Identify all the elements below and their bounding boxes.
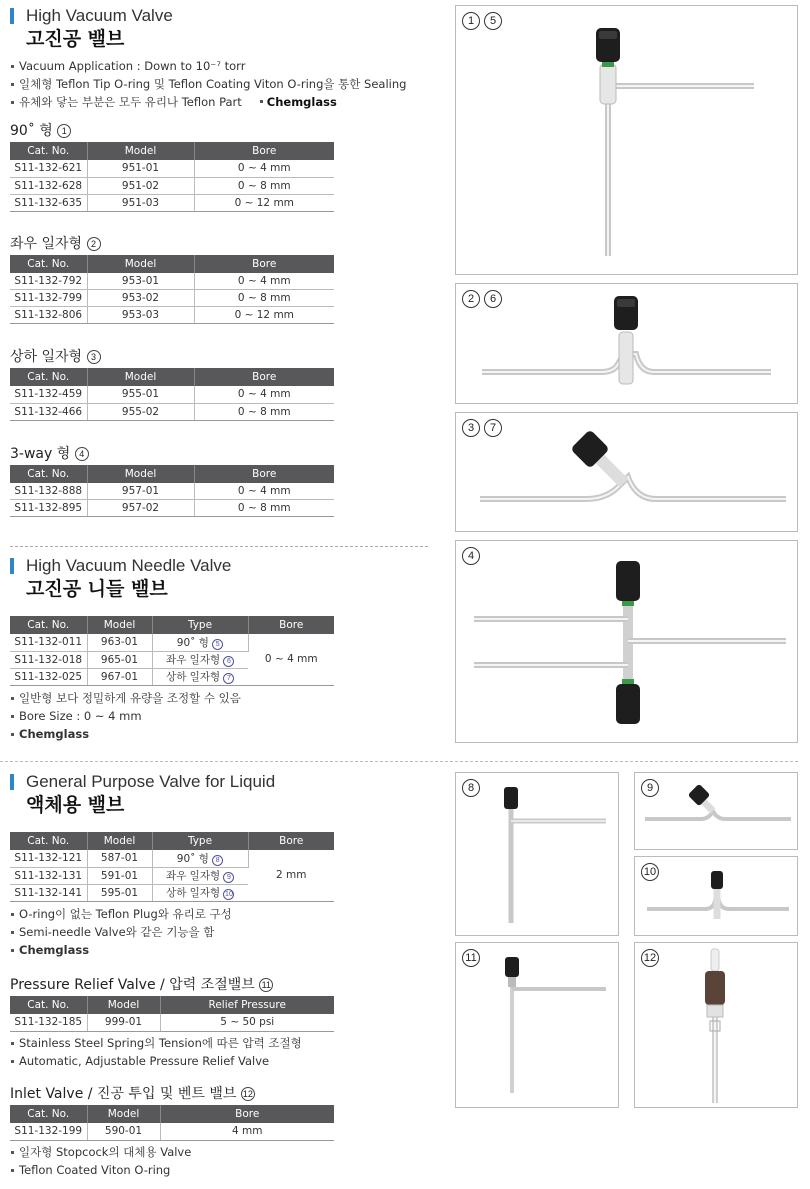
cat-no-cell: S11-132-799	[10, 290, 87, 307]
item-number-badge: 6	[484, 290, 502, 308]
needle-valve-table	[10, 616, 334, 686]
liquid-t-valve-image	[455, 772, 619, 936]
item-number-badge: 10	[641, 863, 659, 881]
model-cell: 953-03	[87, 307, 194, 324]
item-number-badge: 7	[223, 673, 234, 684]
table-row	[10, 194, 334, 211]
column-header: Cat. No.	[10, 996, 87, 1014]
bore-cell: 0 ~ 8 mm	[194, 290, 334, 307]
section-title-text: Inlet Valve / 진공 투입 및 벤트 밸브	[10, 1086, 237, 1102]
cat-no-cell: S11-132-792	[10, 273, 87, 290]
model-cell: 957-02	[87, 500, 194, 517]
table-row	[10, 273, 334, 290]
section-title	[10, 1085, 430, 1103]
column-header: Model	[87, 142, 194, 160]
table-row	[10, 634, 334, 651]
section-title-ko: 고진공 밸브	[26, 28, 125, 50]
type-cell	[152, 651, 248, 668]
column-header: Type	[152, 616, 248, 634]
item-number-labels	[462, 547, 480, 565]
model-cell: 955-01	[87, 386, 194, 403]
type-text: 좌우 일자형	[166, 870, 221, 882]
table-row	[10, 1123, 334, 1140]
pressure-relief-valve-image	[455, 942, 619, 1108]
column-header: Cat. No.	[10, 368, 87, 386]
feature-item: 일체형 Teflon Tip O-ring 및 Teflon Coating Viton O-ring을 통한 Sealing	[10, 75, 430, 93]
item-number-badge: 12	[242, 1089, 253, 1099]
group-title	[10, 122, 430, 140]
bore-cell: 2 mm	[248, 850, 334, 901]
section-divider	[10, 546, 428, 547]
table-row	[10, 307, 334, 324]
table-row	[10, 500, 334, 517]
liquid-vertical-valve-image	[634, 856, 798, 936]
item-number-labels	[462, 12, 502, 30]
type-cell	[152, 867, 248, 884]
table-header-row	[10, 616, 334, 634]
column-header: Cat. No.	[10, 616, 87, 634]
cat-no-cell: S11-132-131	[10, 867, 87, 884]
inlet-valve-table	[10, 1105, 334, 1141]
cat-no-cell: S11-132-011	[10, 634, 87, 651]
type-text: 90˚ 형	[176, 636, 209, 649]
group-title	[10, 445, 430, 463]
bore-cell: 0 ~ 8 mm	[194, 403, 334, 420]
table-row	[10, 290, 334, 307]
item-number-badge: 8	[462, 779, 480, 797]
type-text: 좌우 일자형	[166, 654, 221, 666]
item-number-labels	[641, 863, 659, 881]
feature-item: Bore Size : 0 ~ 4 mm	[10, 707, 430, 725]
product-table	[10, 255, 334, 325]
feature-item: Semi-needle Valve와 같은 기능을 함	[10, 923, 430, 941]
cat-no-cell: S11-132-621	[10, 160, 87, 177]
item-number-badge: 6	[223, 656, 234, 667]
cat-no-cell: S11-132-018	[10, 651, 87, 668]
column-header: Cat. No.	[10, 255, 87, 273]
item-number-labels	[462, 290, 502, 308]
table-header-row	[10, 1105, 334, 1123]
angled-valve-image	[455, 412, 798, 532]
column-header: Bore	[248, 832, 334, 850]
item-number-badge: 11	[259, 978, 273, 992]
table-row	[10, 386, 334, 403]
bore-cell: 0 ~ 4 mm	[248, 634, 334, 685]
table-header-row	[10, 142, 334, 160]
section-title-text: Pressure Relief Valve / 압력 조절밸브	[10, 977, 255, 993]
brand-label: Chemglass	[260, 95, 337, 109]
feature-item: O-ring이 없는 Teflon Plug와 유리로 구성	[10, 905, 430, 923]
column-header: Bore	[194, 465, 334, 483]
column-header: Model	[87, 616, 152, 634]
bore-cell: 0 ~ 4 mm	[194, 160, 334, 177]
item-number-badge: 3	[87, 350, 101, 364]
item-number-badge: 7	[484, 419, 502, 437]
item-number-labels	[641, 779, 659, 797]
item-number-labels	[462, 779, 480, 797]
column-header: Cat. No.	[10, 465, 87, 483]
t-valve-vacuum-image	[455, 5, 798, 275]
type-text: 90˚ 형	[176, 852, 209, 865]
item-number-labels	[462, 949, 480, 967]
feature-item	[10, 93, 430, 111]
bore-cell: 0 ~ 12 mm	[194, 307, 334, 324]
bore-cell: 0 ~ 4 mm	[194, 483, 334, 500]
item-number-badge: 1	[57, 124, 71, 138]
product-table	[10, 368, 334, 421]
item-number-badge: 8	[212, 855, 223, 866]
feature-item: Stainless Steel Spring의 Tension에 따른 압력 조절형	[10, 1034, 430, 1052]
feature-item: Automatic, Adjustable Pressure Relief Valve	[10, 1052, 430, 1070]
group-title	[10, 235, 430, 253]
column-header: Model	[87, 832, 152, 850]
item-number-badge: 3	[462, 419, 480, 437]
cat-no-cell: S11-132-025	[10, 668, 87, 685]
type-cell	[152, 884, 248, 901]
model-cell: 587-01	[87, 850, 152, 867]
type-text: 상하 일자형	[166, 671, 221, 683]
cat-no-cell: S11-132-628	[10, 177, 87, 194]
section-title	[10, 976, 430, 994]
model-cell: 953-02	[87, 290, 194, 307]
product-groups	[10, 122, 430, 517]
group-title-text: 상하 일자형	[10, 349, 83, 365]
column-header: Model	[87, 368, 194, 386]
three-way-valve-image	[455, 540, 798, 743]
table-row	[10, 850, 334, 867]
table-row	[10, 1014, 334, 1031]
section-title-en: General Purpose Valve for Liquid	[10, 772, 430, 792]
item-number-badge: 9	[223, 872, 234, 883]
group-title-text: 90˚ 형	[10, 123, 53, 139]
column-header: Model	[87, 255, 194, 273]
cat-no-cell: S11-132-199	[10, 1123, 87, 1140]
section-divider	[0, 761, 798, 762]
liquid-valve-section	[10, 772, 430, 959]
bore-cell: 0 ~ 4 mm	[194, 386, 334, 403]
cat-no-cell: S11-132-141	[10, 884, 87, 901]
type-cell	[152, 850, 248, 867]
column-header: Bore	[194, 368, 334, 386]
feature-list	[10, 1143, 430, 1179]
inline-valve-image	[455, 283, 798, 404]
feature-item: 일자형 Stopcock의 대체용 Valve	[10, 1143, 430, 1161]
product-table	[10, 465, 334, 518]
bore-cell: 0 ~ 4 mm	[194, 273, 334, 290]
pressure-relief-table	[10, 996, 334, 1032]
item-number-badge: 9	[641, 779, 659, 797]
column-header: Cat. No.	[10, 142, 87, 160]
brand-label: Chemglass	[10, 725, 430, 743]
feature-list	[10, 905, 430, 959]
feature-item-text: 유체와 닿는 부분은 모두 유리나 Teflon Part	[19, 95, 242, 109]
column-header: Bore	[194, 255, 334, 273]
cat-no-cell: S11-132-121	[10, 850, 87, 867]
type-cell	[152, 668, 248, 685]
column-header: Model	[87, 465, 194, 483]
item-number-badge: 2	[87, 237, 101, 251]
liquid-valve-table	[10, 832, 334, 902]
model-cell: 590-01	[87, 1123, 160, 1140]
model-cell: 963-01	[87, 634, 152, 651]
model-cell: 957-01	[87, 483, 194, 500]
type-cell	[152, 634, 248, 651]
product-table	[10, 142, 334, 212]
needle-valve-section	[10, 556, 430, 743]
column-header: Model	[87, 996, 160, 1014]
model-cell: 591-01	[87, 867, 152, 884]
value-cell: 5 ~ 50 psi	[160, 1014, 334, 1031]
feature-item: Vacuum Application : Down to 10⁻⁷ torr	[10, 57, 430, 75]
item-number-badge: 5	[484, 12, 502, 30]
table-row	[10, 177, 334, 194]
section-title-ko: 액체용 밸브	[26, 794, 125, 816]
model-cell: 999-01	[87, 1014, 160, 1031]
item-number-badge: 1	[462, 12, 480, 30]
section-title-en: High Vacuum Needle Valve	[10, 556, 430, 576]
feature-list	[10, 1034, 430, 1070]
column-header: Cat. No.	[10, 832, 87, 850]
cat-no-cell: S11-132-466	[10, 403, 87, 420]
table-header-row	[10, 465, 334, 483]
model-cell: 965-01	[87, 651, 152, 668]
item-number-badge: 2	[462, 290, 480, 308]
cat-no-cell: S11-132-459	[10, 386, 87, 403]
bore-cell: 0 ~ 8 mm	[194, 500, 334, 517]
feature-item: 일반형 보다 정밀하게 유량을 조정할 수 있음	[10, 689, 430, 707]
group-title	[10, 348, 430, 366]
column-header: Bore	[160, 1105, 334, 1123]
column-header: Bore	[194, 142, 334, 160]
feature-list	[10, 57, 430, 111]
item-number-labels	[462, 419, 502, 437]
group-title-text: 좌우 일자형	[10, 235, 83, 252]
table-row	[10, 483, 334, 500]
table-header-row	[10, 368, 334, 386]
feature-item: Teflon Coated Viton O-ring	[10, 1161, 430, 1179]
liquid-inline-valve-image	[634, 772, 798, 850]
cat-no-cell: S11-132-888	[10, 483, 87, 500]
model-cell: 951-01	[87, 160, 194, 177]
item-number-badge: 4	[462, 547, 480, 565]
table-row	[10, 403, 334, 420]
cat-no-cell: S11-132-635	[10, 194, 87, 211]
cat-no-cell: S11-132-806	[10, 307, 87, 324]
cat-no-cell: S11-132-895	[10, 500, 87, 517]
column-header: Bore	[248, 616, 334, 634]
column-header: Model	[87, 1105, 160, 1123]
value-cell: 4 mm	[160, 1123, 334, 1140]
model-cell: 967-01	[87, 668, 152, 685]
inlet-valve-image	[634, 942, 798, 1108]
type-text: 상하 일자형	[166, 887, 221, 899]
feature-list	[10, 689, 430, 743]
item-number-badge: 4	[75, 447, 89, 461]
table-header-row	[10, 255, 334, 273]
item-number-badge: 12	[641, 949, 659, 967]
item-number-badge: 5	[212, 639, 223, 650]
column-header: Type	[152, 832, 248, 850]
pressure-relief-section	[10, 976, 430, 1070]
table-row	[10, 160, 334, 177]
group-title-text: 3-way 형	[10, 445, 71, 462]
section-title-ko: 고진공 니들 밸브	[26, 578, 168, 600]
item-number-badge: 10	[225, 891, 233, 898]
section-title-en: High Vacuum Valve	[10, 6, 430, 26]
model-cell: 955-02	[87, 403, 194, 420]
inlet-valve-section	[10, 1085, 430, 1179]
bore-cell: 0 ~ 12 mm	[194, 194, 334, 211]
high-vacuum-valve-section	[10, 6, 430, 517]
model-cell: 953-01	[87, 273, 194, 290]
cat-no-cell: S11-132-185	[10, 1014, 87, 1031]
bore-cell: 0 ~ 8 mm	[194, 177, 334, 194]
item-number-labels	[641, 949, 659, 967]
column-header: Cat. No.	[10, 1105, 87, 1123]
model-cell: 951-03	[87, 194, 194, 211]
item-number-badge: 11	[462, 949, 480, 967]
brand-label: Chemglass	[10, 941, 430, 959]
model-cell: 951-02	[87, 177, 194, 194]
table-header-row	[10, 996, 334, 1014]
model-cell: 595-01	[87, 884, 152, 901]
column-header: Relief Pressure	[160, 996, 334, 1014]
table-header-row	[10, 832, 334, 850]
